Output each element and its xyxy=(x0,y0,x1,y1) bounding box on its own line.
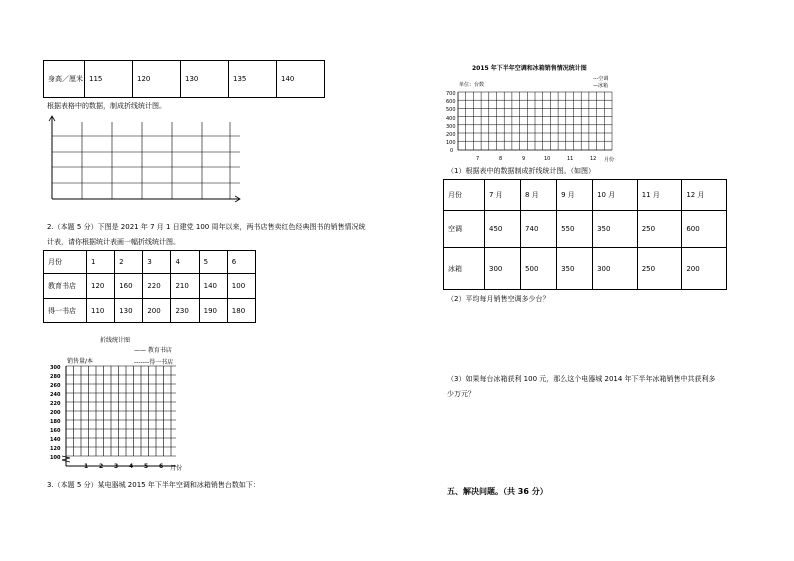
jiaoyu-value: 100 xyxy=(227,274,255,299)
q2-ylabel: 销售量/本 xyxy=(67,358,94,365)
bookstore-header-month: 月份 xyxy=(44,251,87,274)
jiaoyu-value: 210 xyxy=(171,274,199,299)
deyi-value: 190 xyxy=(199,299,227,323)
q3-xtick: 11 xyxy=(567,156,574,162)
q3-legend-bingxiang: —冰箱 xyxy=(593,83,609,89)
sales-month: 11 月 xyxy=(637,180,682,211)
kongtiao-value: 450 xyxy=(485,211,521,248)
jiaoyu-value: 140 xyxy=(199,274,227,299)
q3-ytick: 0 xyxy=(450,148,454,154)
bingxiang-value: 300 xyxy=(593,248,638,290)
bingxiang-value: 250 xyxy=(637,248,682,290)
height-table-header: 身高／厘米 xyxy=(44,61,85,98)
q2-ytick: 260 xyxy=(50,383,61,389)
deyi-value: 180 xyxy=(227,299,255,323)
height-value-2: 120 xyxy=(133,61,181,98)
q2-ytick: 100 xyxy=(50,455,61,461)
height-value-1: 115 xyxy=(85,61,133,98)
q2-xtick: 3 xyxy=(114,463,119,470)
sales-header-month: 月份 xyxy=(444,180,485,211)
q1-instruction: 根据表格中的数据，制成折线统计图。 xyxy=(47,102,166,110)
q3-sub3-line2: 少万元？ xyxy=(447,390,475,398)
bingxiang-value: 300 xyxy=(485,248,521,290)
jiaoyu-value: 120 xyxy=(87,274,115,299)
q3-chart-unit: 单位：台数 xyxy=(459,82,485,88)
height-table xyxy=(43,60,325,98)
sales-row-kongtiao: 空调 xyxy=(444,211,485,248)
q2-text-line2: 计表，请你根据统计表画一幅折线统计图。 xyxy=(47,238,180,246)
q3-sub2: （2）平均每月销售空调多少台？ xyxy=(447,295,550,303)
kongtiao-value: 740 xyxy=(521,211,557,248)
jiaoyu-value: 160 xyxy=(115,274,143,299)
q2-ytick: 140 xyxy=(50,437,61,443)
q3-xtick: 9 xyxy=(522,156,526,162)
bookstore-month-6: 6 xyxy=(227,251,255,274)
sales-month: 10 月 xyxy=(593,180,638,211)
bookstore-row-deyi: 得一书店 xyxy=(44,299,87,323)
q3-chart-title: 2015 年下半年空调和冰箱销售情况统计图 xyxy=(472,65,587,72)
q2-text-line1: 2.（本题 5 分）下图是 2021 年 7 月 1 日建党 100 周年以来，两书店售卖红色经典图书的销售情况统 xyxy=(47,223,366,231)
q2-legend-jiaoyu: —— 教育书店 xyxy=(134,347,172,354)
q3-ytick: 400 xyxy=(446,116,456,122)
q2-xtick: 5 xyxy=(144,463,149,470)
deyi-value: 230 xyxy=(171,299,199,323)
q3-xtick: 12 xyxy=(590,156,597,162)
q2-ytick: 120 xyxy=(50,446,61,452)
bookstore-month-3: 3 xyxy=(143,251,171,274)
bingxiang-value: 500 xyxy=(521,248,557,290)
height-value-3: 130 xyxy=(181,61,229,98)
q3-xlabel: 月份 xyxy=(604,157,615,163)
q3-ytick: 100 xyxy=(446,140,456,146)
q2-legend-deyi: -------得一书店 xyxy=(134,359,174,366)
sales-row-bingxiang: 冰箱 xyxy=(444,248,485,290)
q3-text: 3.（本题 5 分）某电器城 2015 年下半年空调和冰箱销售台数如下： xyxy=(47,481,260,489)
q3-ytick: 300 xyxy=(446,124,456,130)
bookstore-month-1: 1 xyxy=(87,251,115,274)
q3-sub3-line1: （3）如果每台冰箱获利 100 元，那么这个电器城 2014 年下半年冰箱销售中共获利多 xyxy=(447,375,716,383)
q2-ytick: 160 xyxy=(50,428,61,434)
sales-table xyxy=(443,179,727,290)
q2-ytick: 240 xyxy=(50,392,61,398)
sales-month: 7 月 xyxy=(485,180,521,211)
q2-xtick: 2 xyxy=(99,463,104,470)
section-5-heading: 五、解决问题。（共 36 分） xyxy=(447,487,548,496)
q2-xtick: 4 xyxy=(129,463,134,470)
deyi-value: 130 xyxy=(115,299,143,323)
q2-chart-title: 折线统计图 xyxy=(100,337,131,344)
kongtiao-value: 600 xyxy=(682,211,727,248)
q2-xlabel: 月份 xyxy=(170,465,183,472)
q3-sub1: （1）根据表中的数据制成折线统计图。（如图） xyxy=(447,167,595,175)
q2-ytick: 180 xyxy=(50,419,61,425)
q3-blank-grid xyxy=(458,92,618,154)
kongtiao-value: 550 xyxy=(557,211,593,248)
q2-ytick: 200 xyxy=(50,410,61,416)
deyi-value: 200 xyxy=(143,299,171,323)
q2-xtick: 1 xyxy=(84,463,89,470)
bookstore-month-4: 4 xyxy=(171,251,199,274)
q2-ytick: 280 xyxy=(50,374,61,380)
q3-xtick: 7 xyxy=(476,156,480,162)
q3-ytick: 700 xyxy=(446,91,456,97)
height-value-4: 135 xyxy=(229,61,277,98)
bookstore-month-2: 2 xyxy=(115,251,143,274)
q3-xtick: 8 xyxy=(499,156,503,162)
sales-month: 8 月 xyxy=(521,180,557,211)
q3-ytick: 500 xyxy=(446,107,456,113)
q2-ytick: 220 xyxy=(50,401,61,407)
q3-legend-kongtiao: ---空调 xyxy=(593,76,609,82)
sales-month: 9 月 xyxy=(557,180,593,211)
bingxiang-value: 200 xyxy=(682,248,727,290)
bookstore-month-5: 5 xyxy=(199,251,227,274)
height-value-5: 140 xyxy=(277,61,325,98)
q2-xtick: 6 xyxy=(159,463,164,470)
bingxiang-value: 350 xyxy=(557,248,593,290)
q1-blank-grid xyxy=(44,116,244,206)
q3-ytick: 600 xyxy=(446,99,456,105)
kongtiao-value: 250 xyxy=(637,211,682,248)
bookstore-row-jiaoyu: 教育书店 xyxy=(44,274,87,299)
jiaoyu-value: 220 xyxy=(143,274,171,299)
deyi-value: 110 xyxy=(87,299,115,323)
q3-ytick: 200 xyxy=(446,132,456,138)
sales-month: 12 月 xyxy=(682,180,727,211)
q2-blank-grid xyxy=(64,366,194,471)
q2-ytick: 300 xyxy=(50,365,61,371)
q3-xtick: 10 xyxy=(544,156,551,162)
bookstore-table xyxy=(43,250,256,323)
kongtiao-value: 350 xyxy=(593,211,638,248)
